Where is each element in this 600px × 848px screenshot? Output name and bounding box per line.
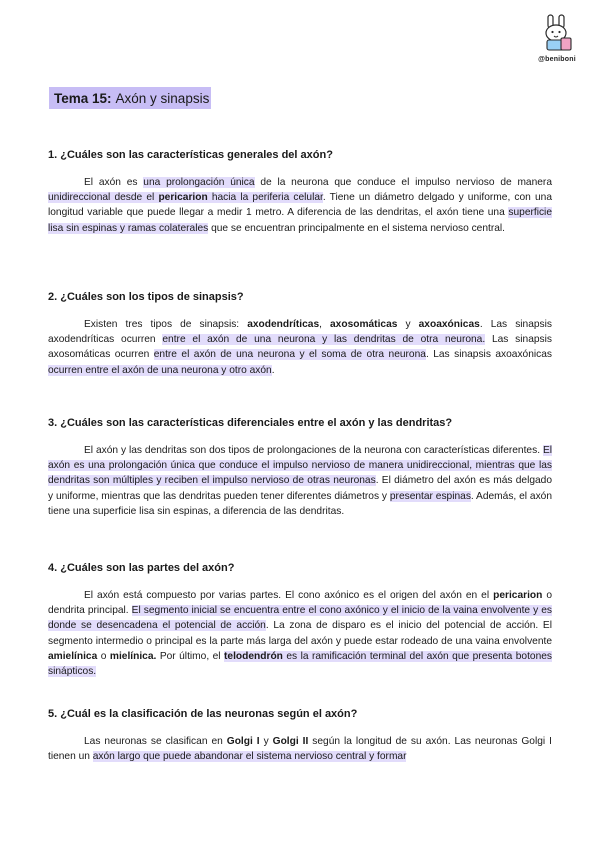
text-run: , xyxy=(319,319,331,330)
text-run: o dendrita principal. xyxy=(48,590,553,617)
highlighted-text: hacia la periferia celular xyxy=(207,192,323,204)
topic-title xyxy=(49,87,211,109)
section-5 xyxy=(48,708,552,764)
highlighted-text: El segmento inicial se encuentra entre el cono axónico y el inicio de la vaina envolvente y es donde se desencadena el potencial de acción xyxy=(48,605,552,632)
question-heading: 4. ¿Cuáles son las partes del axón? xyxy=(48,562,235,574)
bold-term: axoaxónicas xyxy=(418,319,480,330)
question-heading: 3. ¿Cuáles son las características diferenciales entre el axón y las dendritas? xyxy=(48,417,453,429)
text-run: . Tiene un diámetro delgado y uniforme, con una longitud variable que puede llegar a medir 1 metro. A diferencia de las dendritas, el axón tiene una xyxy=(48,192,552,219)
text-run: El axón es xyxy=(84,177,144,188)
text-run: Existen tres tipos de sinapsis: xyxy=(84,319,248,330)
bold-term: telodendrón xyxy=(224,650,283,662)
highlighted-text: una prolongación única xyxy=(143,177,255,188)
logo-handle: @beniboni xyxy=(538,56,576,63)
section-4 xyxy=(48,562,552,679)
section-1 xyxy=(48,149,552,236)
section-2 xyxy=(48,291,552,378)
text-run: . Las sinapsis axodendríticas ocurren xyxy=(48,319,553,346)
bold-term: axodendríticas xyxy=(247,319,320,330)
answer-paragraph xyxy=(48,588,552,679)
highlighted-text: entre el axón de una neurona y el soma de otra neurona xyxy=(153,349,426,361)
bold-term: axosomáticas xyxy=(330,319,398,330)
question-heading: 5. ¿Cuál es la clasificación de las neuronas según el axón? xyxy=(48,708,358,720)
text-run: El axón y las dendritas son dos tipos de prolongaciones de la neurona con características diferentes. xyxy=(84,445,543,456)
highlighted-text: presentar espinas xyxy=(389,490,471,502)
rabbit-mascot-icon xyxy=(539,14,575,54)
answer-paragraph xyxy=(48,734,552,764)
answer-paragraph xyxy=(48,443,552,519)
bold-term: mielínica. xyxy=(109,650,157,662)
text-run: Las neuronas se clasifican en xyxy=(84,736,227,747)
topic-name: Axón y sinapsis xyxy=(115,90,210,106)
text-run: . La zona de disparo es el inicio del potencial de acción. El segmento intermedio o principal es la parte más larga del axón y puede estar rodeado de una vaina envolvente xyxy=(48,620,552,647)
text-run: según la longitud de su axón. Las neuronas Golgi I tienen un xyxy=(48,736,552,763)
highlighted-text: superficie lisa sin espinas y ramas colaterales xyxy=(48,207,552,234)
text-run: Por último, el xyxy=(156,650,225,662)
bold-term: pericarion xyxy=(158,192,208,204)
answer-paragraph xyxy=(48,175,552,236)
question-heading: 1. ¿Cuáles son las características generales del axón? xyxy=(48,149,333,161)
brand-logo xyxy=(536,14,578,63)
bold-term: Golgi II xyxy=(272,736,309,747)
bold-term: amielínica xyxy=(48,650,98,662)
highlighted-text: El axón es una prolongación única que conduce el impulso nervioso de manera unidireccional, mientras que las dendritas son múltiples y reciben el impulso nervioso de otras neuronas xyxy=(48,445,552,487)
topic-number: Tema 15: xyxy=(54,90,112,106)
text-run: . xyxy=(271,364,275,376)
highlighted-text: es la ramificación terminal del axón que presenta botones sinápticos. xyxy=(48,650,553,678)
highlighted-text: entre el axón de una neurona y las dendritas de otra neurona. xyxy=(162,334,486,346)
section-3 xyxy=(48,417,552,519)
text-run: o xyxy=(97,650,110,662)
text-run: El axón está compuesto por varias partes. El cono axónico es el origen del axón en el xyxy=(84,590,494,601)
highlighted-text: unidireccional desde el xyxy=(48,192,159,204)
question-heading: 2. ¿Cuáles son los tipos de sinapsis? xyxy=(48,291,244,303)
text-run: y xyxy=(397,319,419,330)
bold-term: pericarion xyxy=(493,590,543,601)
text-run: y xyxy=(259,736,273,747)
text-run: que se encuentran principalmente en el sistema nervioso central. xyxy=(208,222,505,234)
text-run: de la neurona que conduce el impulso nervioso de manera xyxy=(254,177,552,188)
highlighted-text: ocurren entre el axón de una neurona y otro axón xyxy=(48,364,272,376)
text-run: . Las sinapsis axoaxónicas xyxy=(425,349,552,361)
text-run: . Además, el axón tiene una superficie lisa sin espinas, a diferencia de las dendritas. xyxy=(48,490,553,517)
answer-paragraph xyxy=(48,317,552,378)
text-run: . El diámetro del axón es más delgado y uniforme, mientras que las dendritas pueden tener diferentes diámetros y xyxy=(48,475,553,502)
highlighted-text: axón largo que puede abandonar el sistema nervioso central y formar xyxy=(92,751,407,763)
bold-term: Golgi I xyxy=(226,736,260,747)
text-run: Las sinapsis axosomáticas ocurren xyxy=(48,334,552,361)
